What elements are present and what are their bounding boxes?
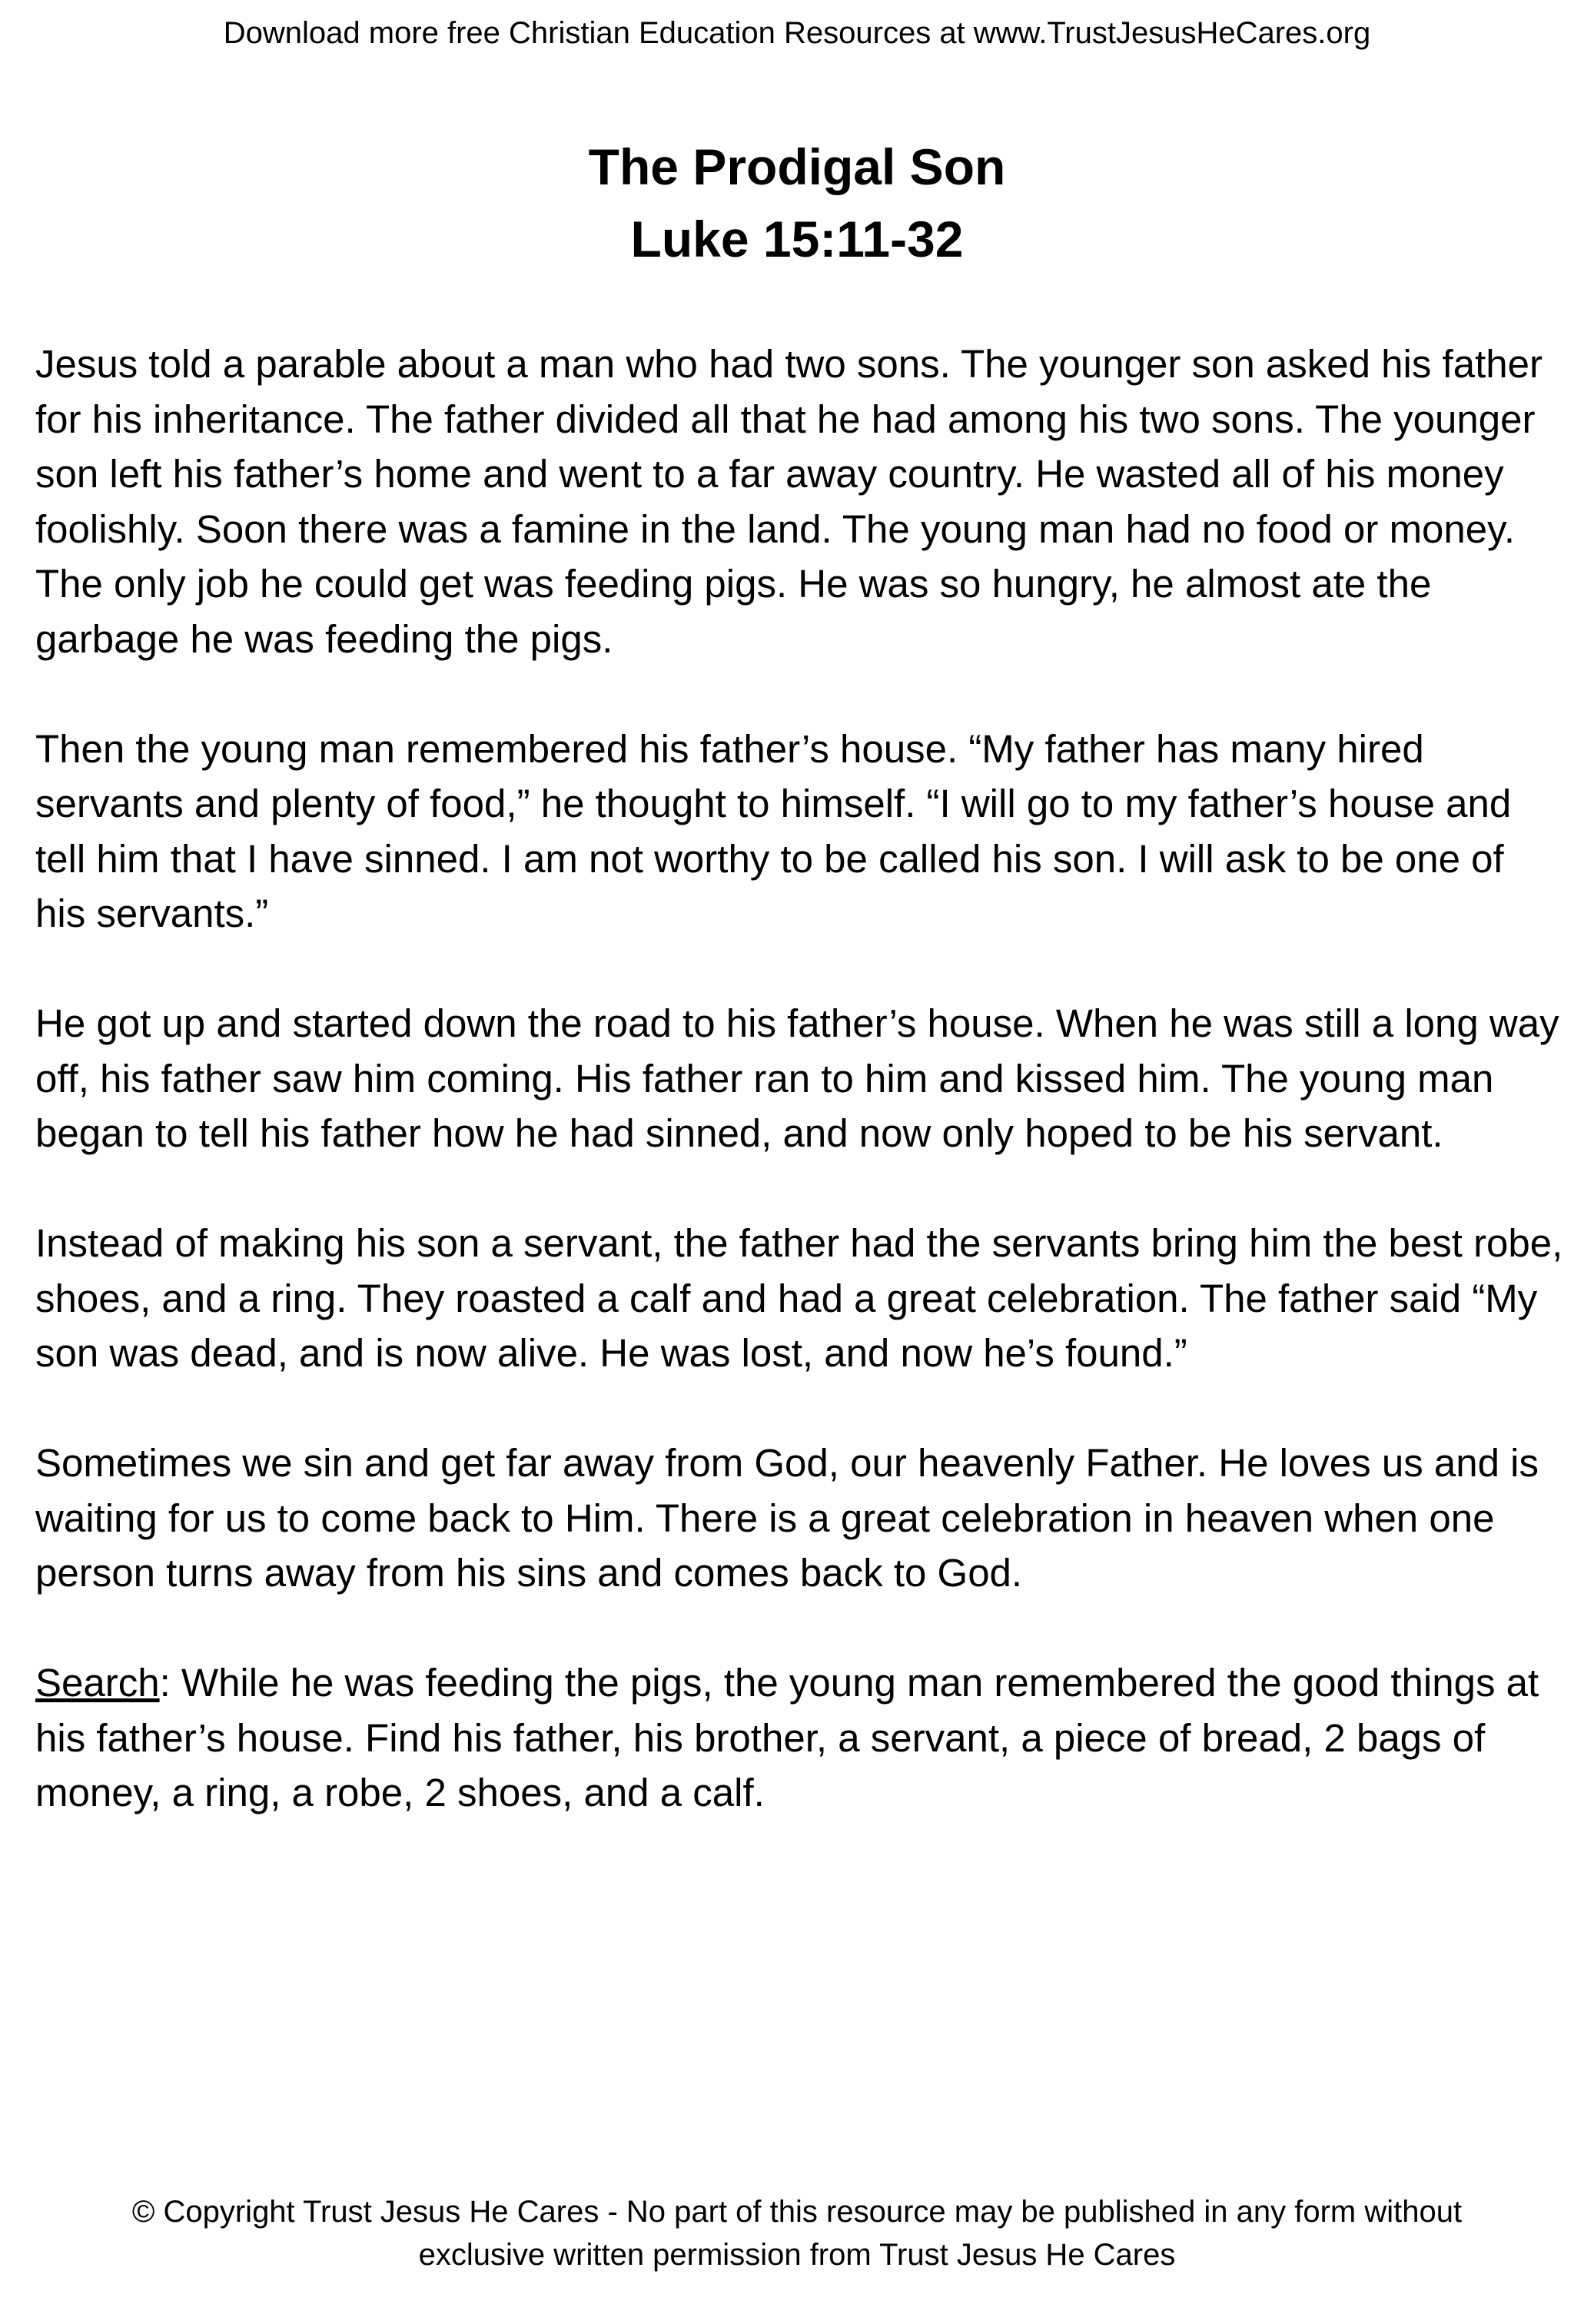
story-paragraph-1: Jesus told a parable about a man who had two sons. The younger son asked his father for his inheritance. The father divided all that he had among his two sons. The younger son left his father’s home and went to a far away country. He wasted all of his money foolishly. Soon there was a famine in the land. The young man had no food or money. The only job he could get was feeding pigs. He was so hungry, he almost ate the garbage he was feeding the pigs. <box>35 342 1543 661</box>
search-label: Search <box>35 1661 160 1705</box>
search-instructions: : While he was feeding the pigs, the young man remembered the good things at his father’s house. Find his father, his brother, a servant, a piece of bread, 2 bags of money, a ring, a robe, 2 shoes, and a calf. <box>35 1661 1539 1814</box>
copyright-footer <box>0 2190 1594 2276</box>
story-body <box>35 337 1565 1875</box>
story-paragraph-3: He got up and started down the road to his father’s house. When he was still a long way off, his father saw him coming. His father ran to him and kissed him. The young man began to tell his father how he had sinned, and now only hoped to be his servant. <box>35 1001 1559 1155</box>
copyright-line-1: © Copyright Trust Jesus He Cares - No part of this resource may be published in any form without <box>131 2195 1463 2229</box>
search-paragraph <box>35 1655 1565 1821</box>
download-banner: Download more free Christian Education Resources at www.TrustJesusHeCares.org <box>223 16 1371 50</box>
copyright-line-2: exclusive written permission from Trust Jesus He Cares <box>418 2238 1176 2272</box>
page-title: The Prodigal Son <box>588 138 1006 195</box>
title-block <box>0 131 1594 275</box>
scripture-reference: Luke 15:11-32 <box>630 211 964 267</box>
story-paragraph-2: Then the young man remembered his father’s house. “My father has many hired servants and plenty of food,” he thought to himself. “I will go to my father’s house and tell him that I have sinned. I am not worthy to be called his son. I will ask to be one of his servants.” <box>35 726 1512 935</box>
story-paragraph-4: Instead of making his son a servant, the father had the servants bring him the best robe, shoes, and a ring. They roasted a calf and had a great celebration. The father said “My son was dead, and is now alive. He was lost, and now he’s found.” <box>35 1221 1563 1375</box>
story-paragraph-5: Sometimes we sin and get far away from God, our heavenly Father. He loves us and is waiting for us to come back to Him. There is a great celebration in heaven when one person turns away from his sins and comes back to God. <box>35 1441 1539 1595</box>
